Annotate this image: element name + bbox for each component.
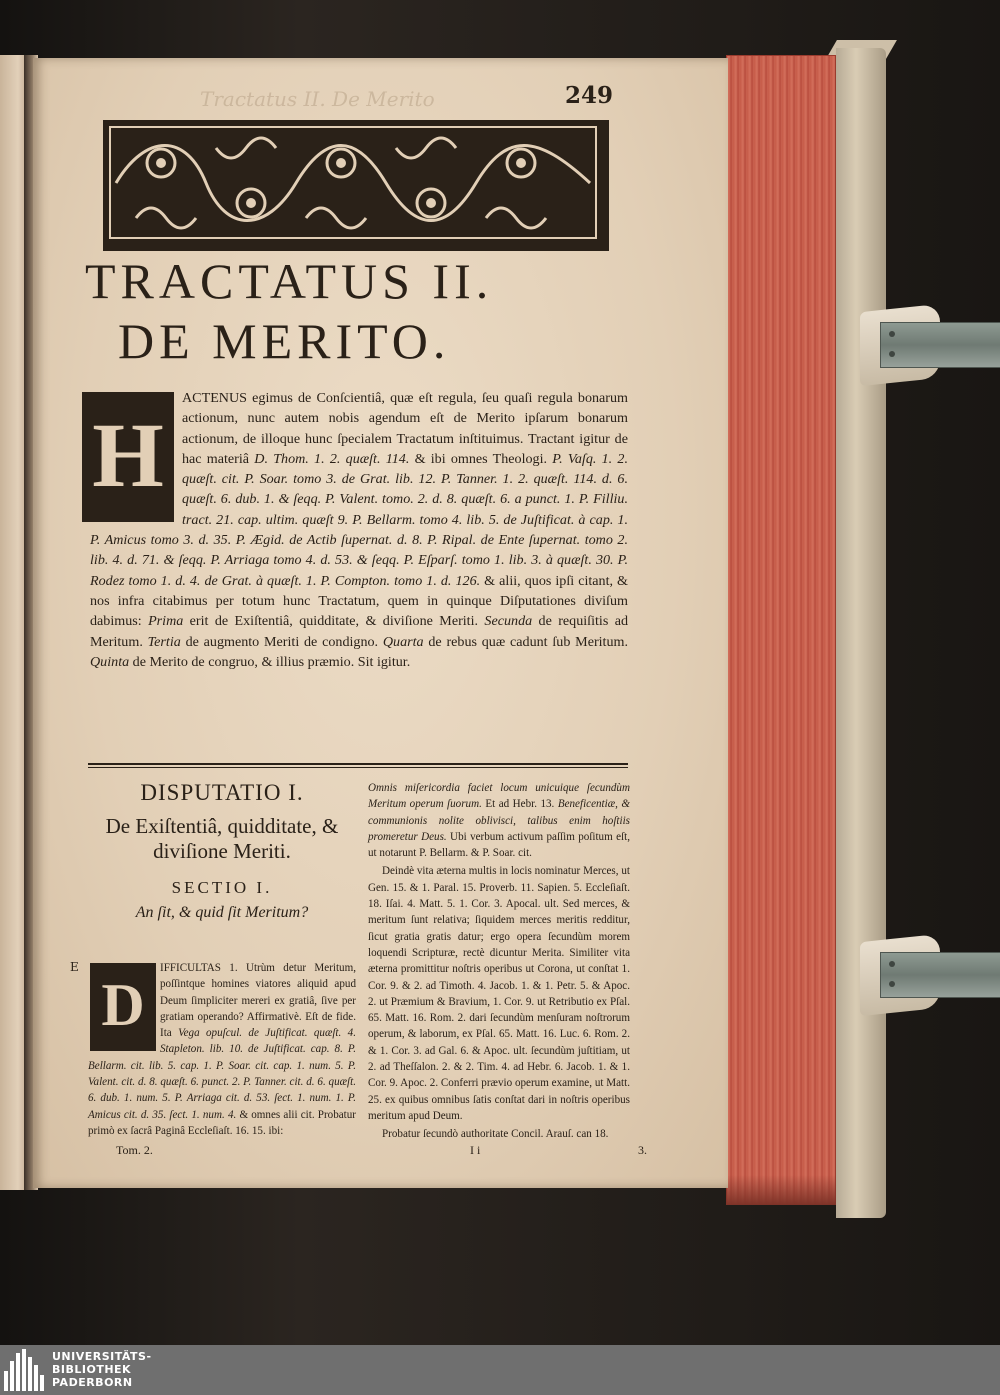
right-column — [368, 780, 630, 1145]
left-text-1: IFFICULTAS 1. Utrùm detur Meritum, poſſintque homines viatores aliquid apud Deum ſimpliciter mereri ex gratiâ, ſive per gratiam operando? Affirmativè. Eſt de fide. Ita — [160, 962, 356, 1040]
disputatio-heading: DISPUTATIO I. — [140, 780, 304, 805]
dropcap-d — [90, 963, 156, 1051]
intro-secunda: Secunda — [484, 613, 533, 630]
title-line-1: TRACTATUS II. — [85, 253, 494, 309]
intro-references: P. Vaſq. 1. 2. quæſt. cit. P. Soar. tomo 3. de Grat. lib. 12. P. Tanner. 1. 2. quæſt. 114. d. 6. quæſt. 6. dub. 1. & ſeqq. P. Valent. tomo. 2. d. 8. quæſt. 6. a punct. 1. P. Filliu. tract. 21. cap. ultim. quæſt 9. P. Bellarm. tomo 4. lib. 5. de Juſtificat. à cap. 1. P. Amicus tomo 3. d. 35. P. Ægid. de Actib ſupernat. d. 8. P. Ripal. de Ente ſupernat. tomo 2. lib. 4. d. 71. & ſeqq. P. Arriaga tomo 4. d. 53. & ſeqq. P. Eſparſ. tomo 1. lib. 3. à quæſt. 30. P. Rodez tomo 1. d. 4. de Grat. à quæſt. 1. P. Compton. tomo 1. d. 126. — [90, 450, 628, 589]
left-text-refs: Vega opuſcul. de Juſtificat. quæſt. 4. Stapleton. lib. 10. de Juſtificat. cap. 8. P. Bellarm. cit. lib. 5. cap. 1. P. Soar. cit. cap. 1. num. 5. P. Valent. cit. d. 8. quæſt. 6. punct. 2. P. Tanner. cit. d. 6. quæſt. 6. dub. 1. num. 5. P. Arriaga cit. d. 53. ſect. 1. num. 1. P. Amicus cit. d. 35. ſect. 1. num. 4. — [88, 1027, 356, 1121]
sectio-heading: SECTIO I. — [171, 878, 273, 897]
footer-signature: I i — [470, 1143, 481, 1157]
intro-text-7: de rebus quæ cadunt ſub Meritum. — [423, 633, 629, 650]
dropcap-h-letter: H — [92, 404, 164, 506]
margin-letter: E — [70, 960, 79, 974]
page-number: 249 — [565, 82, 614, 109]
intro-text-6: de augmento Meriti de condigno. — [180, 633, 383, 650]
ornament-headpiece — [103, 120, 609, 251]
title-line-2: DE MERITO. — [118, 313, 451, 369]
left-text-2: & omnes alii cit. Probatur primò ex ſacrâ Paginâ Eccleſiaſt. 16. 15. ibi: — [88, 1108, 356, 1137]
intro-ref-thomas: D. Thom. 1. 2. quæſt. 114. — [254, 450, 410, 467]
intro-text-3: & alii, quos ipſi citant, & nos infra citabimus per totum hunc Tractatum, quem in quinque Diſputationes diviſum dabimus: — [90, 572, 629, 630]
dropcap-d-letter: D — [101, 972, 145, 1038]
right-para-3: Probatur ſecundò authoritate Concil. Arauſ. can 18. — [382, 1128, 609, 1141]
book-cover — [836, 48, 886, 1218]
intro-text-4: erit de Exiſtentiâ, quidditate, & diviſione Meriti. — [183, 613, 485, 630]
intro-tertia: Tertia — [147, 633, 181, 650]
right-para-1-text: Et ad Hebr. 13. — [481, 798, 558, 811]
divider-rule-thin — [88, 767, 628, 768]
footer-tome: Tom. 2. — [116, 1143, 153, 1157]
intro-paragraph — [90, 388, 628, 672]
quote-hebrews: Beneficentiæ, & communionis nolite oblivisci, talibus enim hoſtiis promeretur Deus. — [368, 798, 630, 843]
library-line-3: PADERBORN — [52, 1376, 133, 1389]
bleed-through-header: Tractatus II. De Merito — [200, 87, 435, 111]
intro-prima: Prima — [148, 613, 184, 630]
library-line-2: BIBLIOTHEK — [52, 1363, 132, 1376]
intro-text-5: de requiſitis ad Meritum. — [90, 613, 629, 650]
right-para-2: Deindè vita æterna multis in locis nominatur Merces, ut Gen. 15. & 1. Paral. 15. Proverb. 11. Sapien. 5. Eccleſiaſt. 18. Iſai. 4. Matt. 5. 1. Cor. 3. Apocal. ult. Sed merces, & meritum ſunt relativa; ſiquidem merces meritis redditur, ſicut gratia gratis datur; ergo opera ſecundùm morem loquendi Scripturæ, rectè dicuntur Merita. Similiter vita æterna promittitur noſtris operibus ut Corona, ut conſtat 1. Cor. 9. & 2. ad Timoth. 4. Jacob. 1. & 1. Petr. 5. & Apoc. 2. ut Præmium & Bravium, 1. Cor. 9. ut Retributio ex Pſal. 65. Matt. 16. Rom. 2. dari ſecundùm menſuram noſtrorum operum, & laborum, ex Pſal. 65. Matt. 16. Luc. 6. Rom. 2. & 1. Cor. 3. ad Gal. 6. & Apoc. ult. ſecundùm juſtitiam, ut 2. ad Theſſalon. 2. & 2. Tim. 4. ad Hebr. 6. Jacob. 1. & 1. Cor. 9. Apoc. 2. Conferri prævio operum examine, ut Matt. 25. ex quibus omnibus ſatis conſtat dari in noſtris operibus meritum apud Deum. — [368, 865, 630, 1122]
footer-margin-number: 3. — [638, 1143, 647, 1157]
page-edges-red — [726, 55, 836, 1205]
intro-text-1: ACTENUS egimus de Conſcientiâ, quæ eſt regula, ſeu quaſi regula bonarum actionum, nunc autem nobis agendum eſt de Merito ipſarum bonarum actionum, de illoque hunc ſpecialem Tractatum inſtituimus. Tractant igitur de hac materiâ — [182, 390, 628, 467]
quote-ecclesiasticus: Omnis miſericordia faciet locum unicuique ſecundùm Meritum operum ſuorum. — [368, 782, 630, 811]
divider-rule — [88, 763, 628, 765]
disputatio-subtitle: De Exiſtentiâ, quidditate, & diviſione Meriti. — [105, 814, 339, 863]
left-column — [88, 780, 356, 1137]
intro-quinta: Quinta — [90, 653, 130, 670]
library-name — [52, 1350, 152, 1389]
section-question: An ſit, & quid ſit Meritum? — [135, 904, 309, 921]
clasp-top — [860, 300, 1000, 390]
library-logo-icon — [4, 1349, 44, 1391]
right-para-1 — [368, 780, 630, 861]
right-para-1-end: Ubi verbum activum paſſim poſitum eſt, ut notarunt P. Bellarm. & P. Soar. cit. — [368, 830, 630, 860]
intro-text-2: & ibi omnes Theologi. — [409, 450, 553, 467]
library-footer-bar — [0, 1345, 1000, 1395]
clasp-bottom — [860, 930, 1000, 1020]
library-line-1: UNIVERSITÄTS- — [52, 1350, 152, 1363]
intro-quarta: Quarta — [382, 633, 424, 650]
intro-text-8: de Merito de congruo, & illius præmio. Sit igitur. — [129, 653, 411, 670]
